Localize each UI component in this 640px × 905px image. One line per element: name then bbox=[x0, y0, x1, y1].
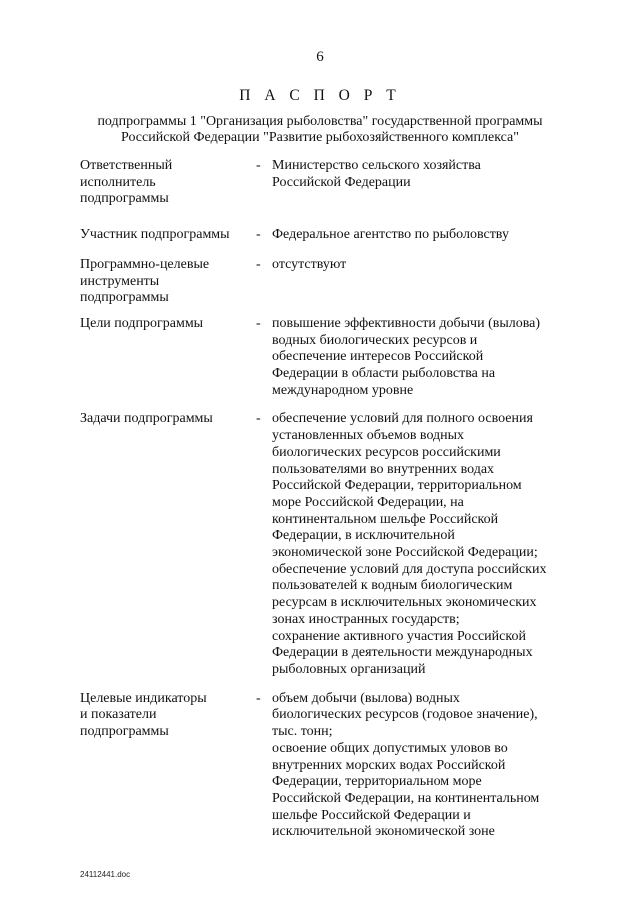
value-line: Российской Федерации bbox=[272, 174, 411, 190]
subtitle-line: Российской Федерации "Развитие рыбохозяйственного комплекса" bbox=[121, 130, 519, 145]
value-line: пользователей к водным биологическим bbox=[272, 578, 513, 594]
row-label bbox=[80, 691, 256, 841]
value-line: исключительной экономической зоне bbox=[272, 824, 495, 840]
value-line: ресурсам в исключительных экономических bbox=[272, 595, 537, 611]
row-value bbox=[272, 691, 580, 841]
row-value bbox=[272, 227, 580, 244]
row-dash: - bbox=[256, 690, 261, 706]
value-line: Российской Федерации, территориальном bbox=[272, 478, 522, 494]
value-line: международном уровне bbox=[272, 382, 414, 398]
value-line: сохранение активного участия Российской bbox=[272, 628, 526, 644]
label-line: Участник подпрограммы bbox=[80, 227, 230, 243]
label-line: подпрограммы bbox=[80, 290, 169, 306]
label-line: Программно-целевые bbox=[80, 256, 210, 272]
value-line: море Российской Федерации, на bbox=[272, 494, 464, 510]
row-dash: - bbox=[256, 411, 261, 427]
passport-row-indicators bbox=[80, 691, 580, 841]
passport-row-instruments bbox=[80, 257, 580, 307]
value-line: объем добычи (вылова) водных bbox=[272, 690, 460, 706]
label-line: Ответственный bbox=[80, 158, 173, 173]
row-label bbox=[80, 316, 256, 400]
label-line: исполнитель bbox=[80, 174, 156, 190]
value-line: Федеральное агентство по рыболовству bbox=[272, 227, 509, 243]
passport-row-tasks bbox=[80, 411, 580, 678]
row-value bbox=[272, 411, 580, 678]
value-line: континентальном шельфе Российской bbox=[272, 511, 499, 527]
passport-row-responsible bbox=[80, 158, 580, 208]
value-line: биологических ресурсов (годовое значение), bbox=[272, 707, 538, 723]
row-value bbox=[272, 257, 580, 307]
passport-table bbox=[80, 158, 580, 841]
value-line: Федерации в деятельности международных bbox=[272, 645, 533, 661]
label-line: инструменты bbox=[80, 273, 160, 289]
document-subtitle bbox=[0, 114, 640, 146]
row-label bbox=[80, 227, 256, 244]
row-dash: - bbox=[256, 256, 261, 272]
label-line: Целевые индикаторы bbox=[80, 690, 207, 706]
value-line: Министерство сельского хозяйства bbox=[272, 158, 481, 173]
label-line: подпрограммы bbox=[80, 724, 169, 740]
row-value bbox=[272, 158, 580, 208]
row-label bbox=[80, 158, 256, 208]
value-line: Федерации, в исключительной bbox=[272, 528, 455, 544]
value-line: рыболовных организаций bbox=[272, 661, 426, 677]
page-number: 6 bbox=[316, 49, 324, 65]
value-line: экономической зоне Российской Федерации; bbox=[272, 545, 538, 561]
row-dash: - bbox=[256, 315, 261, 331]
row-value bbox=[272, 316, 580, 400]
value-line: обеспечение интересов Российской bbox=[272, 349, 484, 365]
subtitle-line: подпрограммы 1 "Организация рыболовства" государственной программы bbox=[97, 114, 543, 129]
label-line: и показатели bbox=[80, 707, 157, 723]
value-line: обеспечение условий для полного освоения bbox=[272, 411, 533, 427]
value-line: Федерации, территориальном море bbox=[272, 774, 482, 790]
document-title: П А С П О Р Т bbox=[239, 87, 401, 104]
value-line: тыс. тонн; bbox=[272, 724, 333, 740]
value-line: пользователями во внутренних водах bbox=[272, 461, 495, 477]
value-line: Российской Федерации, на континентальном bbox=[272, 790, 540, 806]
value-line: зонах иностранных государств; bbox=[272, 611, 460, 627]
row-label bbox=[80, 257, 256, 307]
label-line: Цели подпрограммы bbox=[80, 315, 204, 331]
value-line: обеспечение условий для доступа российских bbox=[272, 561, 547, 577]
passport-row-participant bbox=[80, 227, 580, 244]
value-line: отсутствуют bbox=[272, 256, 347, 272]
value-line: шельфе Российской Федерации и bbox=[272, 807, 471, 823]
value-line: установленных объемов водных bbox=[272, 428, 465, 444]
label-line: подпрограммы bbox=[80, 191, 169, 207]
row-dash: - bbox=[256, 158, 261, 173]
file-name-footer: 24112441.doc bbox=[80, 870, 131, 879]
value-line: биологических ресурсов российскими bbox=[272, 444, 501, 460]
value-line: водных биологических ресурсов и bbox=[272, 332, 478, 348]
passport-row-goals bbox=[80, 316, 580, 400]
value-line: внутренних морских водах Российской bbox=[272, 757, 506, 773]
value-line: освоение общих допустимых уловов во bbox=[272, 740, 508, 756]
row-dash: - bbox=[256, 227, 261, 243]
value-line: повышение эффективности добычи (вылова) bbox=[272, 315, 541, 331]
row-label bbox=[80, 411, 256, 678]
value-line: Федерации в области рыболовства на bbox=[272, 366, 496, 382]
label-line: Задачи подпрограммы bbox=[80, 411, 213, 427]
